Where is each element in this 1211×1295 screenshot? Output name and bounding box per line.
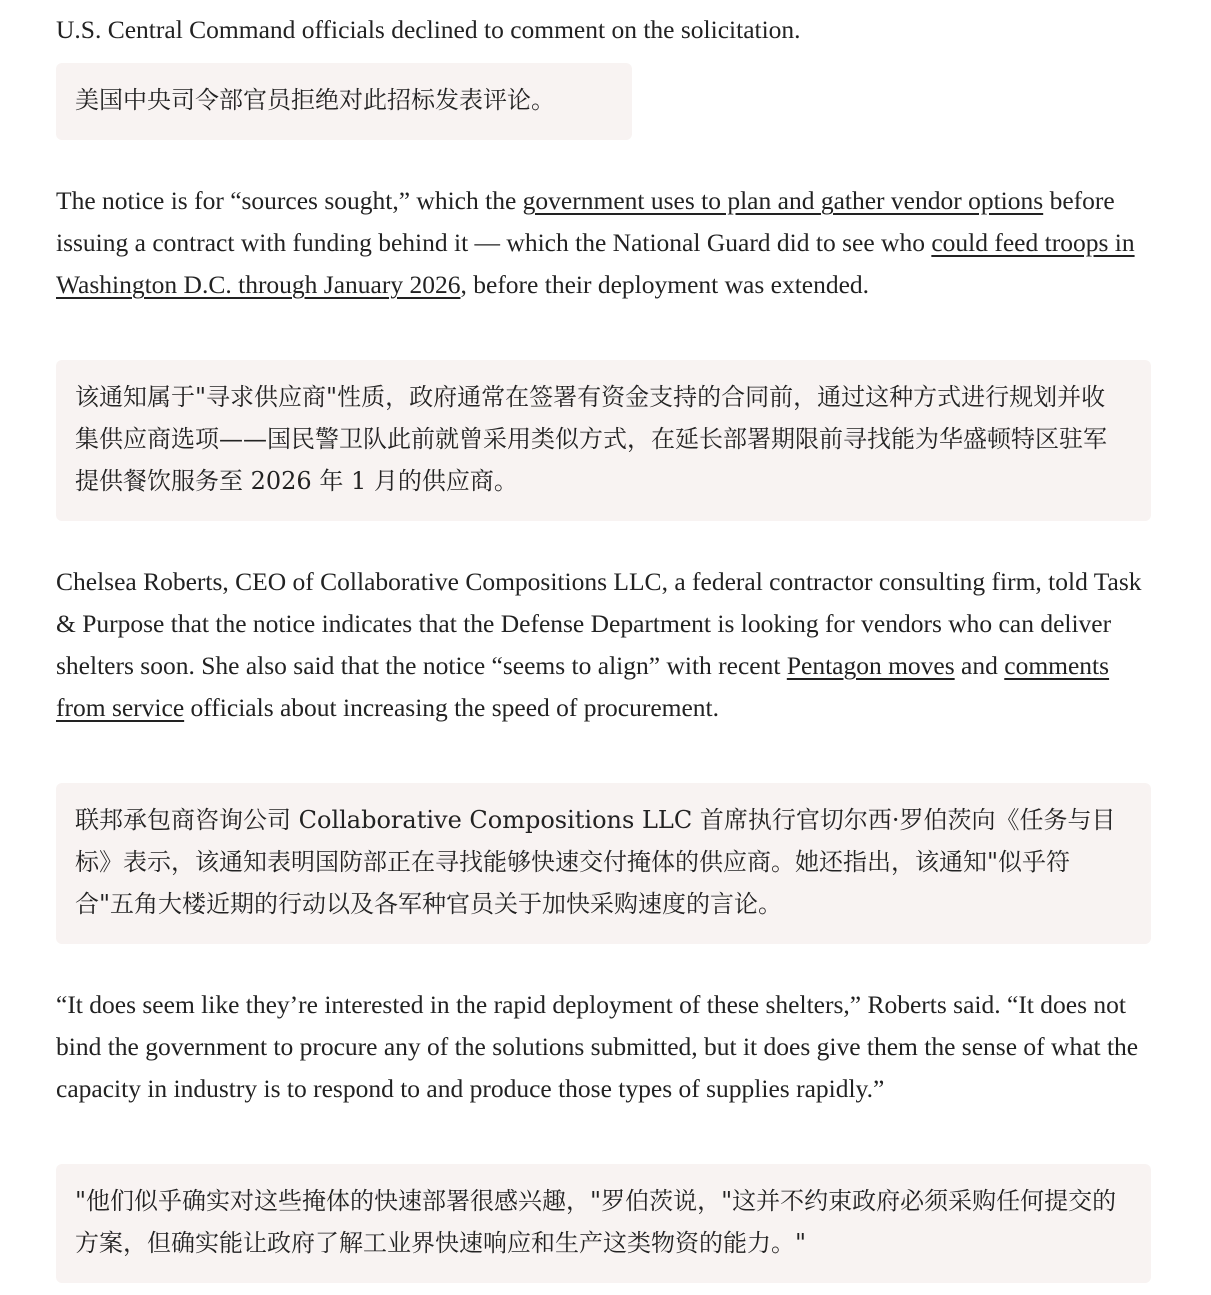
paragraph-en-4: “It does seem like they’re interested in the rapid deployment of these shelters,” Roberts said. “It does not bind the government to procure any of the solutions submitted, but it does give them the sense of what the capacity in industry is to respond to and produce those types of supplies rapidly.” (56, 990, 1139, 1103)
paragraph-en-2-text-b: before issuing a contract with funding behind it — which the National Guard did to see who (56, 186, 1115, 257)
paragraph-zh-4: "他们似乎确实对这些掩体的快速部署很感兴趣，"罗伯茨说，"这并不约束政府必须采购任何提交的方案，但确实能让政府了解工业界快速响应和生产这类物资的能力。" (75, 1187, 1117, 1257)
paragraph-en-2 (56, 180, 1152, 306)
link-feed-troops-washington[interactable]: could feed troops in Washington D.C. through January 2026 (56, 228, 1135, 299)
link-government-plan-vendor-options[interactable]: government uses to plan and gather vendor options (522, 186, 1044, 215)
translation-box-4 (56, 1164, 1151, 1283)
link-comments-from-service[interactable]: comments from service (56, 651, 1110, 722)
translation-box-3 (56, 783, 1151, 944)
paragraph-en-3 (56, 561, 1152, 729)
paragraph-en-1: U.S. Central Command officials declined to comment on the solicitation. (56, 15, 801, 44)
link-pentagon-moves[interactable]: Pentagon moves (786, 651, 955, 680)
paragraph-zh-1: 美国中央司令部官员拒绝对此招标发表评论。 (75, 86, 555, 114)
paragraph-zh-3: 联邦承包商咨询公司 Collaborative Compositions LLC 首席执行官切尔西·罗伯茨向《任务与目标》表示，该通知表明国防部正在寻找能够快速交付掩体的供应商。她还指出，该通知"似乎符合"五角大楼近期的行动以及各军种官员关于加快采购速度的言论。 (75, 806, 1116, 918)
paragraph-en-2-text-a: The notice is for “sources sought,” which the (56, 186, 523, 215)
translation-box-1 (56, 63, 632, 140)
paragraph-zh-2: 该通知属于"寻求供应商"性质，政府通常在签署有资金支持的合同前，通过这种方式进行规划并收集供应商选项——国民警卫队此前就曾采用类似方式，在延长部署期限前寻找能为华盛顿特区驻军提供餐饮服务至 2026 年 1 月的供应商。 (75, 383, 1107, 495)
paragraph-en-2-text-c: , before their deployment was extended. (460, 270, 870, 299)
translation-box-2 (56, 360, 1151, 521)
paragraph-en-3-text-a: Chelsea Roberts, CEO of Collaborative Compositions LLC, a federal contractor consulting firm, told Task & Purpose that the notice indicates that the Defense Department is looking for vendors who can deliver shelters soon. She also said that the notice “seems to align” with recent (56, 567, 1142, 680)
paragraph-en-3-text-b: and (954, 651, 1005, 680)
paragraph-en-3-text-c: officials about increasing the speed of procurement. (184, 693, 719, 722)
